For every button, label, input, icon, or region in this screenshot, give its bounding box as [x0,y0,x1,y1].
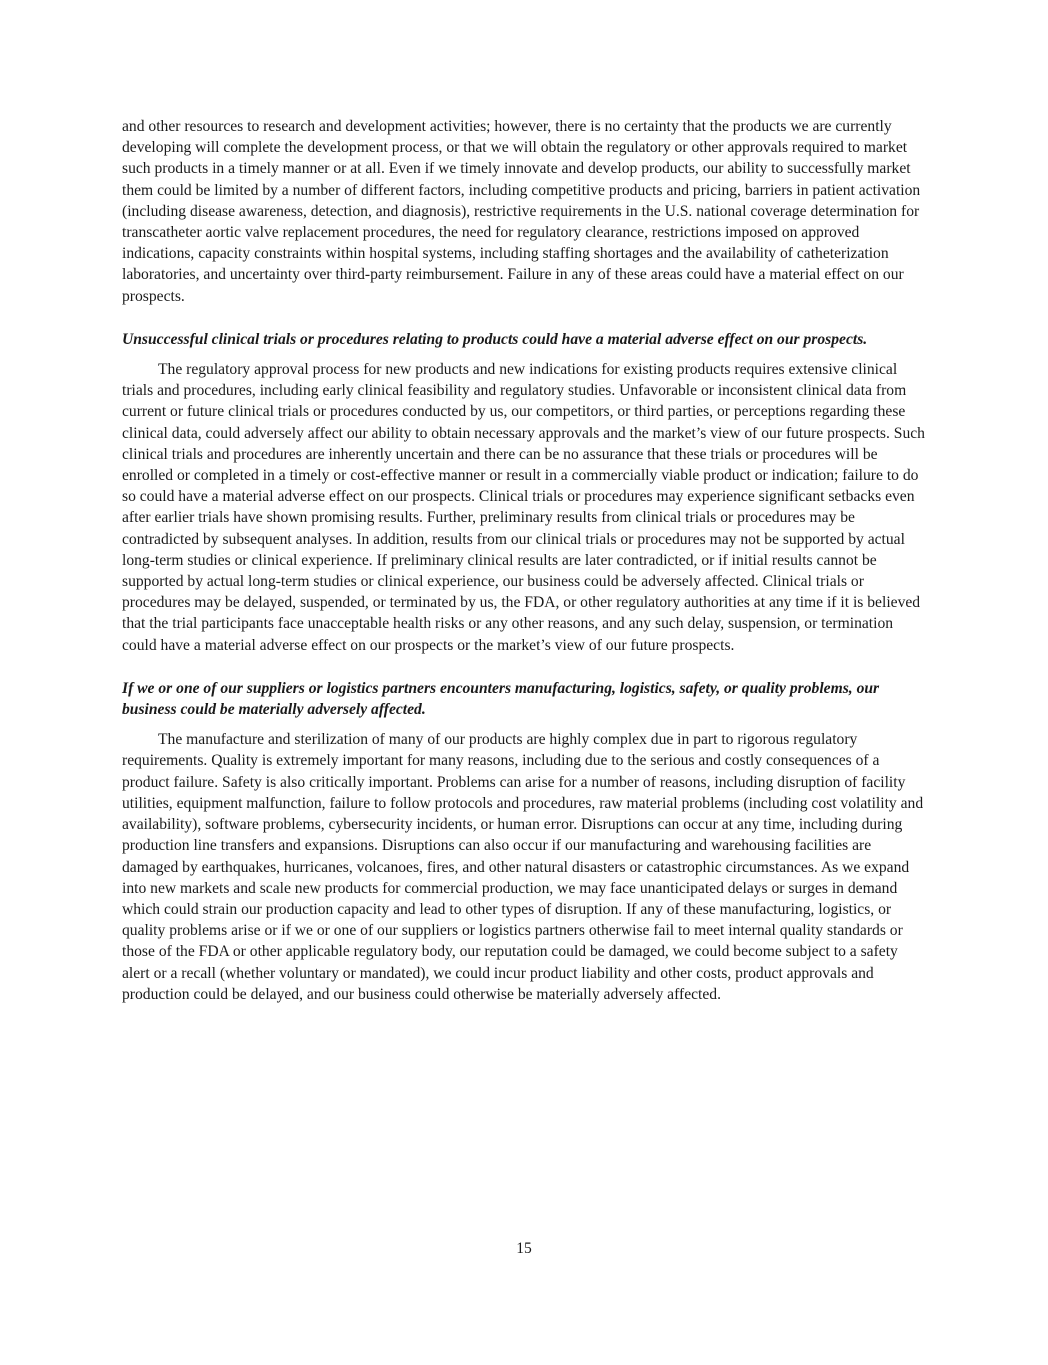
body-paragraph: The regulatory approval process for new products and new indications for existing products requires extensive clinical trials and procedures, including early clinical feasibility and regulatory studies. Unfavorable or inconsistent clinical data from current or future clinical trials or procedures conducted by us, our competitors, or third parties, or perceptions regarding these clinical data, could adversely affect our ability to obtain necessary approvals and the market’s view of our future prospects. Such clinical trials and procedures are inherently uncertain and there can be no assurance that these trials or procedures will be enrolled or completed in a timely or cost-effective manner or result in a commercially viable product or indication; failure to do so could have a material adverse effect on our prospects. Clinical trials or procedures may experience significant setbacks even after earlier trials have shown promising results. Further, preliminary results from clinical trials or procedures may be contradicted by subsequent analyses. In addition, results from our clinical trials or procedures may not be supported by actual long-term studies or clinical experience. If preliminary clinical results are later contradicted, or if initial results cannot be supported by actual long-term studies or clinical experience, our business could be adversely affected. Clinical trials or procedures may be delayed, suspended, or terminated by us, the FDA, or other regulatory authorities at any time if it is believed that the trial participants face unacceptable health risks or any other reasons, and any such delay, suspension, or termination could have a material adverse effect on our prospects or the market’s view of our future prospects. [122,361,925,654]
document-body [122,116,928,1005]
body-paragraph: and other resources to research and development activities; however, there is no certainty that the products we are currently developing will complete the development process, or that we will obtain the regulatory or other approvals required to market such products in a timely manner or at all. Even if we timely innovate and develop products, our ability to successfully market them could be limited by a number of different factors, including competitive products and pricing, barriers in patient activation (including disease awareness, detection, and diagnosis), restrictive requirements in the U.S. national coverage determination for transcatheter aortic valve replacement procedures, the need for regulatory clearance, restrictions imposed on approved indications, capacity constraints within hospital systems, including staffing shortages and the availability of catheterization laboratories, and uncertainty over third-party reimbursement. Failure in any of these areas could have a material effect on our prospects. [122,118,921,305]
page-number: 15 [516,1240,532,1257]
section-heading: If we or one of our suppliers or logistics partners encounters manufacturing, logistics, safety, or quality problems, our business could be materially adversely affected. [122,679,880,719]
section-heading: Unsuccessful clinical trials or procedures relating to products could have a material adverse effect on our prospects. [122,330,868,348]
body-paragraph: The manufacture and sterilization of many of our products are highly complex due in part to rigorous regulatory requirements. Quality is extremely important for many reasons, including due to the serious and costly consequences of a product failure. Safety is also critically important. Problems can arise for a number of reasons, including disruption of facility utilities, equipment malfunction, failure to follow protocols and procedures, raw material problems (including cost volatility and availability), software problems, cybersecurity incidents, or human error. Disruptions can occur at any time, including during production line transfers and expansions. Disruptions can also occur if our manufacturing and warehousing facilities are damaged by earthquakes, hurricanes, volcanoes, fires, and other natural disasters or catastrophic circumstances. As we expand into new markets and scale new products for commercial production, we may face unanticipated delays or surges in demand which could strain our production capacity and lead to other types of disruption. If any of these manufacturing, logistics, or quality problems arise or if we or one of our suppliers or logistics partners otherwise fail to meet internal quality standards or those of the FDA or other applicable regulatory body, our reputation could be damaged, we could become subject to a safety alert or a recall (whether voluntary or mandated), we could incur product liability and other costs, product approvals and production could be delayed, and our business could otherwise be materially adversely affected. [122,731,924,1003]
